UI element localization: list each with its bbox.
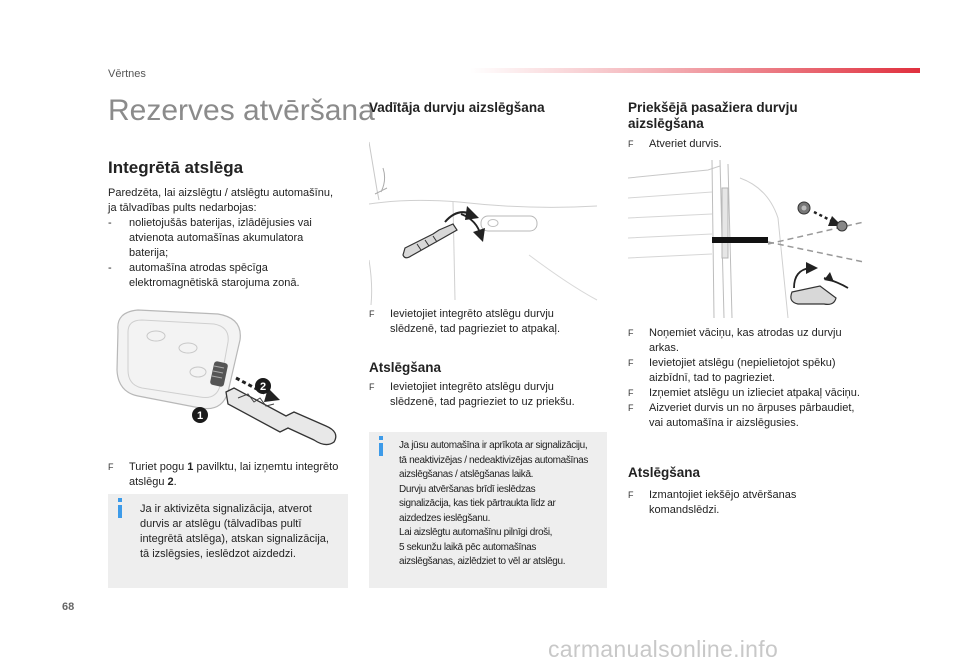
step-line: arkas.: [649, 342, 679, 354]
alarm-note-text: [140, 502, 346, 562]
step-line: slēdzenē, tad pagrieziet to uz priekšu.: [390, 396, 575, 408]
step-item: [628, 401, 876, 431]
alarm-note-box: [108, 494, 348, 588]
dash-line: nolietojušās baterijas, izlādējusies vai: [129, 217, 312, 229]
bullet-mark: F: [628, 358, 634, 368]
note-line: tā izslēgsies, ieslēdzot aizdedzi.: [140, 548, 296, 560]
note-line: Ja jūsu automašīna ir aprīkota ar signalizāciju,: [399, 440, 588, 451]
door-panel-icon: [369, 142, 597, 305]
passenger-unlock-step: [628, 488, 868, 518]
header-accent-bar: [470, 68, 920, 73]
step-line: Ievietojiet atslēgu (nepielietojot spēku): [649, 357, 836, 369]
note-line: Ja ir aktivizēta signalizācija, atverot: [140, 503, 312, 515]
key-fob-illustration: [108, 300, 348, 450]
note-line: signalizācija, kas tiek pārtraukta līdz ar: [399, 498, 556, 509]
removed-cap-icon: [837, 221, 847, 231]
alarm-info-note-box: [369, 432, 607, 588]
arrow-head: [824, 272, 834, 282]
dash-line: elektromagnētiskā starojuma zonā.: [129, 277, 300, 289]
bullet-mark: F: [369, 382, 375, 392]
note-line: aizslēgšanas, aizlēdziet to vēl ar atslēgu.: [399, 556, 566, 567]
step-line: vai automašīna ir aizslēgusies.: [649, 417, 799, 429]
passenger-lock-steps: [628, 326, 876, 431]
step-line: Atveriet durvis.: [649, 138, 722, 150]
note-line: tā neaktivizējas / nedeaktivizējas automašīnas: [399, 454, 589, 466]
info-icon-bar: [118, 505, 122, 518]
watermark: carmanualsonline.info: [548, 636, 779, 662]
note-line: aizslēgšanas / atslēgšanas laikā.: [399, 469, 534, 480]
key-in-lock-icon: [403, 224, 457, 258]
step-line: slēdzenē, tad pagrieziet to atpakaļ.: [390, 323, 561, 335]
note-line: integrētā atslēga), atskan signalizācija,: [140, 533, 329, 545]
step-line: Izņemiet atslēgu un izlieciet atpakaļ vāciņu.: [649, 387, 860, 399]
key-removal-step: [108, 460, 348, 490]
arrow-head: [806, 262, 818, 274]
integrated-key-intro: [108, 186, 348, 291]
dash-line: atvienota automašīnas akumulatora: [129, 232, 304, 244]
info-icon-bar: [379, 443, 383, 456]
heading-line: aizslēgšana: [628, 116, 704, 131]
driver-lock-step: [369, 307, 601, 337]
step-2-badge-label: 2: [259, 381, 267, 393]
bullet-mark: F: [628, 328, 634, 338]
dash-item: [108, 261, 348, 291]
step-item: [628, 356, 876, 386]
bullet-mark: F: [628, 388, 634, 398]
driver-door-illustration: [369, 140, 599, 305]
open-door-step: [628, 137, 868, 152]
note-line: durvis ar atslēgu (tālvadības pultī: [140, 518, 302, 530]
driver-unlock-step: [369, 380, 601, 410]
passenger-door-illustration: [628, 158, 864, 320]
alarm-info-note-text: [399, 439, 607, 570]
bullet-mark: F: [628, 139, 634, 149]
arrow-head: [473, 228, 485, 242]
note-line: Lai aizslēgtu automašīnu pilnīgi droši,: [399, 527, 553, 538]
heading-line: Priekšējā pasažiera durvju: [628, 100, 798, 115]
guide-line: [768, 222, 864, 244]
note-line: Durvju atvēršanas brīdī ieslēdzas: [399, 483, 536, 495]
note-line: aizdedzes ieslēgšanu.: [399, 512, 491, 524]
step-item: [628, 326, 876, 356]
info-icon: [379, 436, 383, 440]
passenger-door-lock-heading: [628, 100, 798, 132]
key-removal-line2: atslēgu 2.: [129, 476, 177, 488]
step-line: Izmantojiet iekšējo atvēršanas: [649, 489, 797, 501]
step-line: Ievietojiet integrēto atslēgu durvju: [390, 308, 554, 320]
dash-mark: -: [108, 217, 112, 229]
step-item: [628, 386, 876, 401]
page-title: Rezerves atvēršana: [108, 94, 375, 127]
bullet-mark: F: [369, 309, 375, 319]
intro-line: ja tālvadības pults nedarbojas:: [108, 202, 257, 214]
key-fob-icon: [117, 310, 240, 409]
dash-line: automašīna atrodas spēcīga: [129, 262, 268, 274]
emergency-key-blade-icon: [226, 388, 336, 445]
step-line: aizbīdnī, tad to pagrieziet.: [649, 372, 775, 384]
step-line: Aizveriet durvis un no ārpuses pārbaudiet,: [649, 402, 855, 414]
step-line: Noņemiet vāciņu, kas atrodas uz durvju: [649, 327, 842, 339]
bullet-mark: F: [628, 403, 634, 413]
step-line: Ievietojiet integrēto atslēgu durvju: [390, 381, 554, 393]
dash-item: [108, 216, 348, 261]
key-removal-line1: Turiet pogu 1 pavilktu, lai izņemtu integrēto: [129, 461, 339, 473]
bullet-mark: F: [108, 462, 114, 472]
integrated-key-heading: Integrētā atslēga: [108, 158, 244, 177]
driver-door-lock-heading: Vadītāja durvju aizslēgšana: [369, 100, 545, 115]
dash-mark: -: [108, 262, 112, 274]
step-line: komandslēdzi.: [649, 504, 720, 516]
info-icon: [118, 498, 122, 502]
note-line: 5 sekunžu laikā pēc automašīnas: [399, 541, 537, 553]
bullet-mark: F: [628, 490, 634, 500]
pointer-bar: [712, 237, 768, 243]
page-number: 68: [62, 601, 75, 613]
dash-line: baterija;: [129, 247, 169, 259]
driver-unlock-heading: Atslēgšana: [369, 360, 442, 375]
passenger-key-icon: [791, 286, 836, 304]
intro-line: Paredzēta, lai aizslēgtu / atslēgtu automašīnu,: [108, 187, 334, 199]
passenger-unlock-heading: Atslēgšana: [628, 465, 701, 480]
section-name: Vērtnes: [108, 68, 146, 80]
step-1-badge-label: 1: [196, 410, 204, 422]
